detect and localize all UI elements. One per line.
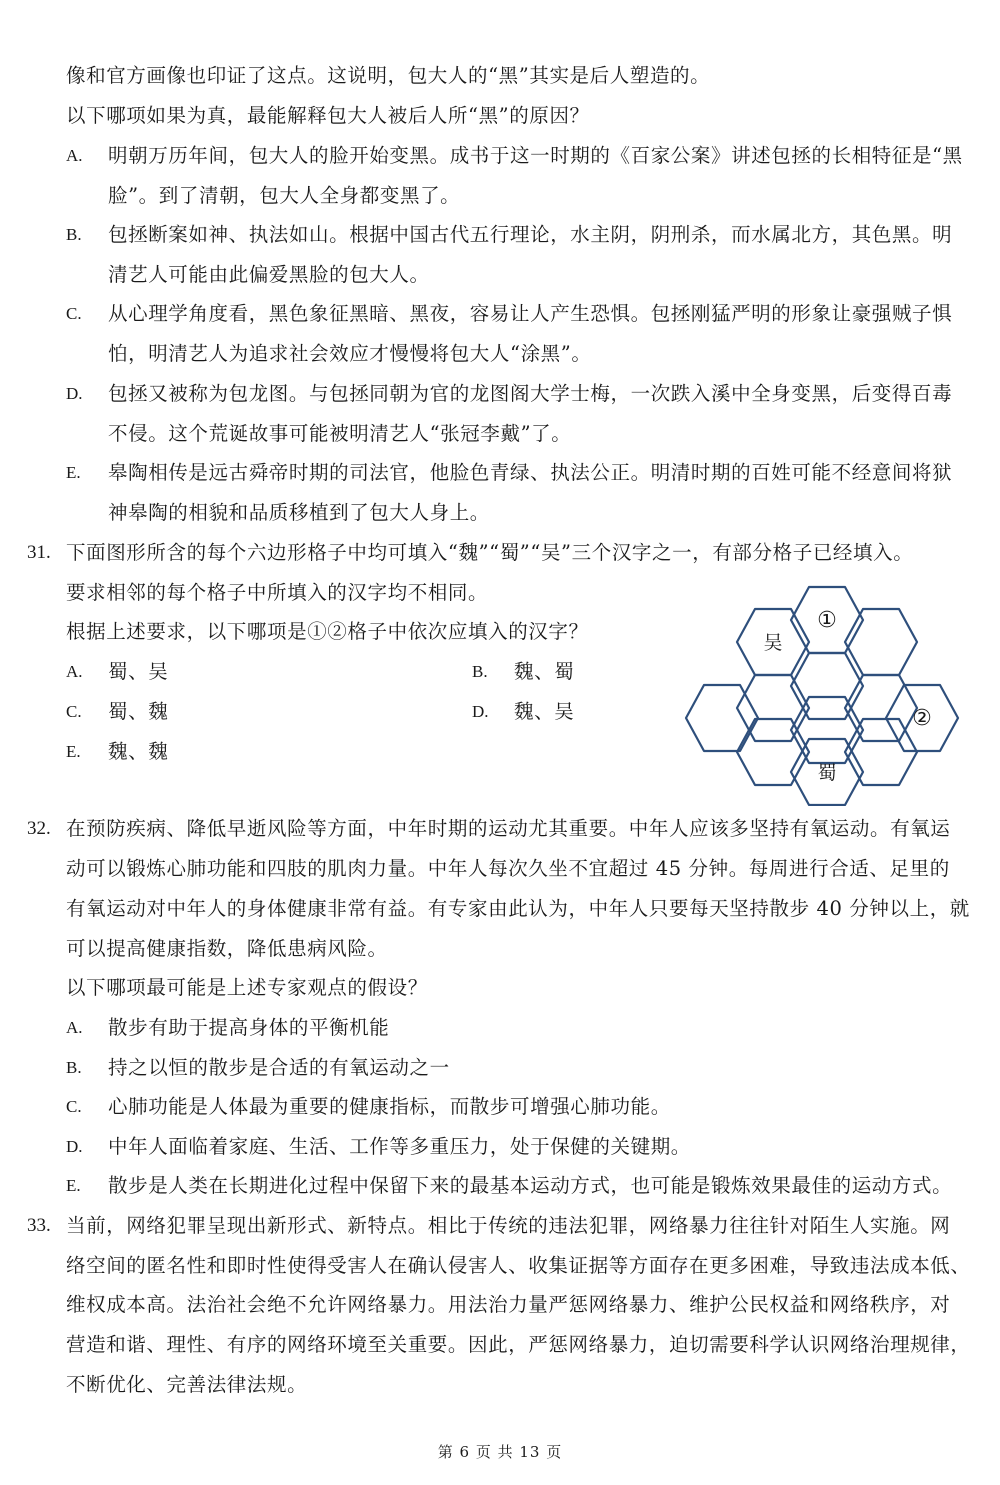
q31-option-c: 蜀、魏: [108, 700, 169, 723]
q30-option-a-cont: 脸”。到了清朝，包大人全身都变黑了。: [108, 184, 461, 207]
hex-cell: [845, 609, 917, 675]
q33-text-cont: 维权成本高。法治社会绝不允许网络暴力。用法治力量严惩网络暴力、维护公民权益和网络秩序，对: [66, 1293, 951, 1316]
q30-option-a: 明朝万历年间，包大人的脸开始变黑。成书于这一时期的《百家公案》讲述包拯的长相特征是“黑: [108, 144, 963, 167]
q31-option-e: 魏、魏: [108, 740, 169, 763]
q33-number: 33.: [27, 1215, 51, 1236]
q31-option-b: 魏、蜀: [514, 660, 575, 683]
q30-option-e: 皋陶相传是远古舜帝时期的司法官，他脸色青绿、执法公正。明清时期的百姓可能不经意间将狱: [108, 461, 953, 484]
q32-option-b: 持之以恒的散步是合适的有氧运动之一: [108, 1056, 450, 1079]
q32-option-c: 心肺功能是人体最为重要的健康指标，而散步可增强心肺功能。: [108, 1095, 671, 1118]
q32-text: 在预防疾病、降低早逝风险等方面，中年时期的运动尤其重要。中年人应该多坚持有氧运动。有氧运: [66, 817, 951, 840]
q30-option-b-cont: 清艺人可能由此偏爱黑脸的包大人。: [108, 263, 430, 286]
q31-option-d: 魏、吴: [514, 700, 575, 723]
q33-text-cont: 营造和谐、理性、有序的网络环境至关重要。因此，严惩网络暴力，迫切需要科学认识网络治理规律，: [66, 1333, 971, 1356]
q30-option-b-letter: B.: [66, 225, 82, 244]
hexagon-grid-figure: [684, 582, 960, 806]
q31-option-a-letter: A.: [66, 662, 83, 681]
q31-option-b-letter: B.: [472, 662, 488, 681]
q31-option-e-letter: E.: [66, 742, 81, 761]
hex-cell: [686, 685, 758, 751]
q30-option-e-cont: 神皋陶的相貌和品质移植到了包大人身上。: [108, 501, 490, 524]
q32-option-e: 散步是人类在长期进化过程中保留下来的最基本运动方式，也可能是锻炼效果最佳的运动方式。: [108, 1174, 953, 1197]
q32-text-cont: 可以提高健康指数，降低患病风险。: [66, 937, 388, 960]
q31-number: 31.: [27, 542, 51, 563]
q30-option-d-letter: D.: [66, 384, 83, 403]
q30-option-e-letter: E.: [66, 463, 81, 482]
q30-option-d: 包拯又被称为包龙图。与包拯同朝为官的龙图阁大学士梅，一次跌入溪中全身变黑，后变得百毒: [108, 382, 953, 405]
q32-text-cont: 动可以锻炼心肺功能和四肢的肌肉力量。中年人每次久坐不宜超过 45 分钟。每周进行合适、足里的: [66, 857, 950, 880]
q33-text-cont: 不断优化、完善法律法规。: [66, 1373, 308, 1396]
q32-option-c-letter: C.: [66, 1097, 82, 1116]
q33-text: 当前，网络犯罪呈现出新形式、新特点。相比于传统的违法犯罪，网络暴力往往针对陌生人实施。网: [66, 1214, 951, 1237]
q32-option-d-letter: D.: [66, 1137, 83, 1156]
cell-label-2: ②: [912, 706, 932, 731]
q31-stem: 根据上述要求，以下哪项是①②格子中依次应填入的汉字？: [66, 620, 589, 643]
q30-option-c: 从心理学角度看，黑色象征黑暗、黑夜，容易让人产生恐惧。包拯刚猛严明的形象让豪强贼子惧: [108, 302, 953, 325]
q32-text-cont: 有氧运动对中年人的身体健康非常有益。有专家由此认为，中年人只要每天坚持散步 40 分钟以上，就: [66, 897, 970, 920]
q32-option-e-letter: E.: [66, 1176, 81, 1195]
passage-line: 像和官方画像也印证了这点。这说明，包大人的“黑”其实是后人塑造的。: [66, 64, 711, 87]
cell-label-1: ①: [817, 608, 837, 633]
q31-option-a: 蜀、吴: [108, 660, 169, 683]
q30-option-b: 包拯断案如神、执法如山。根据中国古代五行理论，水主阴，阴刑杀，而水属北方，其色黑。明: [108, 223, 953, 246]
q30-option-c-letter: C.: [66, 304, 82, 323]
q30-option-c-cont: 怕，明清艺人为追求社会效应才慢慢将包大人“涂黑”。: [108, 342, 592, 365]
q32-option-a-letter: A.: [66, 1018, 83, 1037]
q32-stem: 以下哪项最可能是上述专家观点的假设？: [66, 976, 428, 999]
q32-number: 32.: [27, 818, 51, 839]
q30-option-d-cont: 不侵。这个荒诞故事可能被明清艺人“张冠李戴”了。: [108, 422, 572, 445]
q32-option-b-letter: B.: [66, 1058, 82, 1077]
q31-option-d-letter: D.: [472, 702, 489, 721]
q33-text-cont: 络空间的匿名性和即时性使得受害人在确认侵害人、收集证据等方面存在更多困难，导致违法成本低、: [66, 1254, 971, 1277]
page-number-footer: 第 6 页 共 13 页: [437, 1443, 563, 1461]
q32-option-d: 中年人面临着家庭、生活、工作等多重压力，处于保健的关键期。: [108, 1135, 691, 1158]
q31-option-c-letter: C.: [66, 702, 82, 721]
cell-label-wu: 吴: [763, 632, 783, 654]
q31-text-cont: 要求相邻的每个格子中所填入的汉字均不相同。: [66, 581, 489, 604]
q30-stem: 以下哪项如果为真，最能解释包大人被后人所“黑”的原因？: [66, 104, 590, 127]
q30-option-a-letter: A.: [66, 146, 83, 165]
q32-option-a: 散步有助于提高身体的平衡机能: [108, 1016, 390, 1039]
q31-text: 下面图形所含的每个六边形格子中均可填入“魏”“蜀”“吴”三个汉字之一，有部分格子已经填入。: [66, 541, 914, 564]
cell-label-shu: 蜀: [817, 762, 837, 784]
